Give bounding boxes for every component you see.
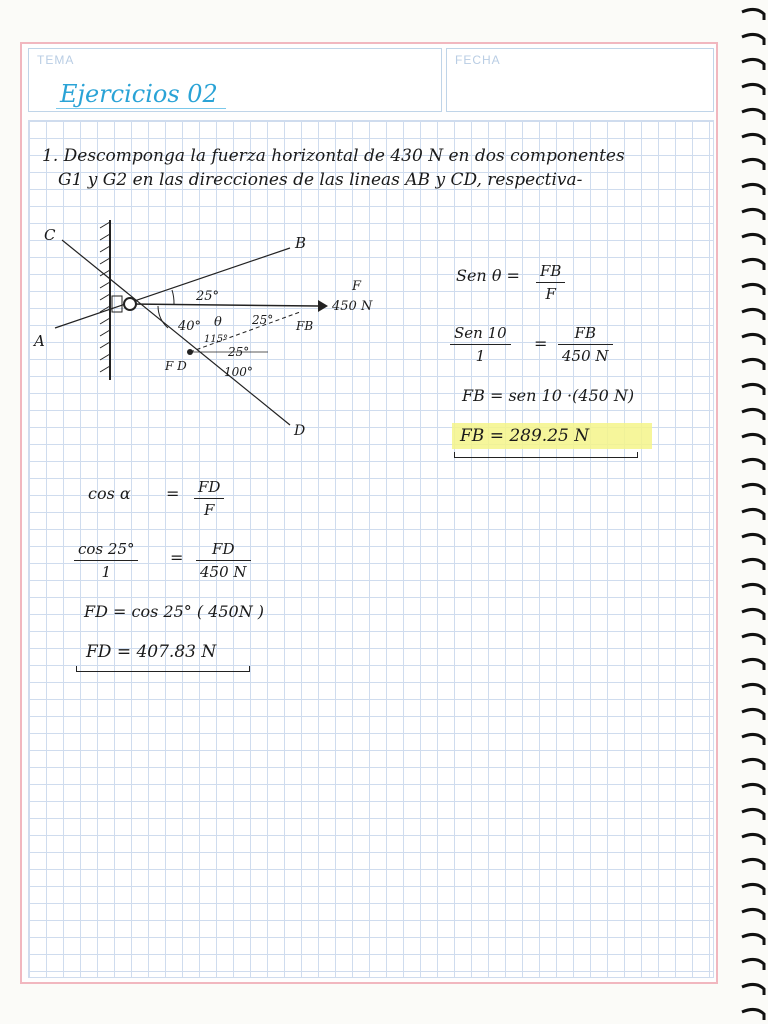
spiral-ring xyxy=(742,684,764,695)
spiral-binding xyxy=(738,0,768,1024)
angle-25-low: 25° xyxy=(228,345,250,359)
right-eq1-fraction xyxy=(536,262,565,303)
left-eq2-num-lhs: cos 25° xyxy=(78,540,135,558)
spiral-ring xyxy=(742,909,764,920)
spiral-ring xyxy=(742,234,764,245)
left-eq2-den-lhs: 1 xyxy=(101,563,112,581)
right-result-bracket xyxy=(454,452,638,458)
problem-line-1: 1. Descomponga la fuerza horizontal de 430 N en dos componentes xyxy=(42,146,625,166)
spiral-ring xyxy=(742,759,764,770)
label-fb: FB xyxy=(296,319,314,333)
left-result: FD = 407.83 N xyxy=(86,642,217,662)
spiral-ring xyxy=(742,134,764,145)
force-arrow-line xyxy=(130,304,318,306)
spiral-ring xyxy=(742,9,764,20)
spiral-ring xyxy=(742,59,764,70)
spiral-ring xyxy=(742,259,764,270)
spiral-ring xyxy=(742,334,764,345)
spiral-ring xyxy=(742,834,764,845)
spiral-ring xyxy=(742,1009,764,1020)
spiral-ring xyxy=(742,959,764,970)
label-force: 450 N xyxy=(332,299,373,314)
angle-25-mid: 25° xyxy=(252,313,274,327)
right-eq3: FB = sen 10 ·(450 N) xyxy=(462,386,635,405)
spiral-ring xyxy=(742,809,764,820)
angle-theta: θ xyxy=(214,315,222,330)
spiral-ring xyxy=(742,559,764,570)
angle-100: 100° xyxy=(224,365,253,379)
spiral-ring xyxy=(742,884,764,895)
spiral-ring xyxy=(742,634,764,645)
fecha-label: FECHA xyxy=(455,53,501,67)
right-eq1-den: F xyxy=(545,285,556,303)
right-eq2-rhs-fraction xyxy=(558,324,613,365)
force-arrowhead xyxy=(318,300,328,312)
left-eq1-den: F xyxy=(204,501,215,519)
left-result-bracket xyxy=(76,666,250,672)
spiral-ring xyxy=(742,584,764,595)
left-eq2-den-rhs: 450 N xyxy=(200,563,247,581)
spiral-ring xyxy=(742,984,764,995)
angle-25-top: 25° xyxy=(196,289,220,304)
spiral-ring xyxy=(742,184,764,195)
left-eq3: FD = cos 25° ( 450N ) xyxy=(84,602,265,621)
page-title: Ejercicios 02 xyxy=(60,80,218,108)
spiral-ring xyxy=(742,484,764,495)
spiral-ring xyxy=(742,459,764,470)
spiral-ring xyxy=(742,734,764,745)
angle-40: 40° xyxy=(178,319,202,334)
line-cd xyxy=(62,240,290,425)
spiral-ring xyxy=(742,659,764,670)
right-eq1-lhs: Sen θ = xyxy=(456,266,520,285)
spiral-ring xyxy=(742,934,764,945)
spiral-ring xyxy=(742,409,764,420)
spiral-ring xyxy=(742,109,764,120)
left-eq2-rhs-fraction xyxy=(196,540,251,581)
label-c: C xyxy=(44,226,56,244)
spiral-ring xyxy=(742,34,764,45)
spiral-ring xyxy=(742,784,764,795)
left-eq1-equals: = xyxy=(166,484,180,503)
spiral-ring xyxy=(742,509,764,520)
left-eq2-equals: = xyxy=(170,548,184,567)
spiral-ring xyxy=(742,709,764,720)
label-b: B xyxy=(295,234,307,252)
spiral-ring xyxy=(742,434,764,445)
spiral-ring xyxy=(742,384,764,395)
right-eq2-lhs-fraction xyxy=(450,324,511,365)
right-eq2-den-rhs: 450 N xyxy=(562,347,609,365)
tema-label: TEMA xyxy=(37,53,75,67)
spiral-ring xyxy=(742,609,764,620)
left-eq1-fraction xyxy=(194,478,224,519)
left-eq1-lhs: cos α xyxy=(88,484,131,503)
right-eq2-num-lhs: Sen 10 xyxy=(454,324,507,342)
left-eq1-num: FD xyxy=(198,478,221,496)
right-eq1-num: FB xyxy=(540,262,562,280)
spiral-ring xyxy=(742,209,764,220)
spiral-ring xyxy=(742,159,764,170)
spiral-ring xyxy=(742,859,764,870)
spiral-ring xyxy=(742,84,764,95)
right-eq2-num-rhs: FB xyxy=(574,324,596,342)
angle-115: 115° xyxy=(204,334,229,345)
left-eq2-num-rhs: FD xyxy=(212,540,235,558)
spiral-ring xyxy=(742,284,764,295)
right-eq2-den-lhs: 1 xyxy=(475,347,486,365)
problem-line-2: G1 y G2 en las direcciones de las lineas AB y CD, respectiva- xyxy=(58,170,583,190)
spiral-ring xyxy=(742,534,764,545)
label-fd: F D xyxy=(165,359,187,373)
left-eq2-lhs-fraction xyxy=(74,540,138,581)
label-f: F xyxy=(352,279,362,294)
label-d: D xyxy=(294,423,306,439)
right-eq2-equals: = xyxy=(534,334,548,353)
wall-hatching xyxy=(100,222,110,372)
label-a: A xyxy=(34,332,45,350)
spiral-ring xyxy=(742,359,764,370)
right-result: FB = 289.25 N xyxy=(460,426,590,446)
pin-joint xyxy=(124,298,136,310)
spiral-ring xyxy=(742,309,764,320)
